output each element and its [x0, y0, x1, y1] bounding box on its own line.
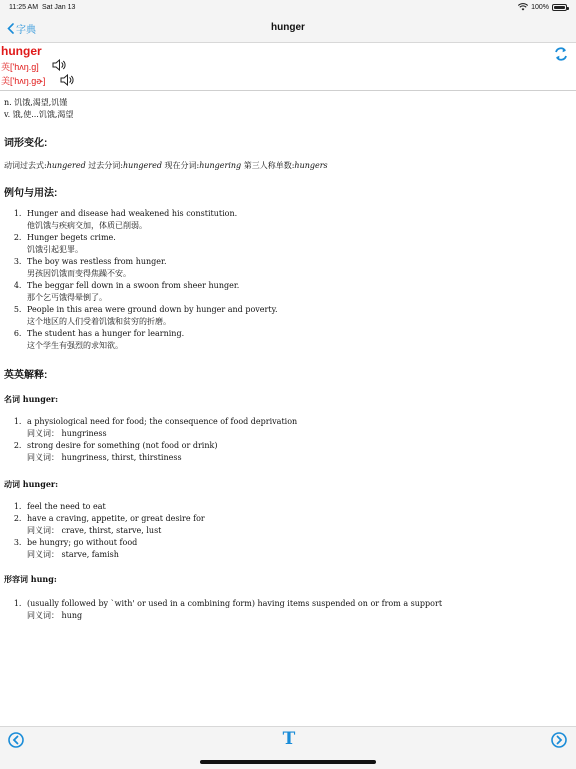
list-item: 1. a physiological need for food; the consequence of food deprivation 同义词： hungriness: [24, 416, 576, 440]
back-label: 字典: [16, 25, 36, 36]
previous-arrow-icon[interactable]: [8, 732, 24, 748]
examples-heading: 例句与用法:: [4, 188, 58, 199]
list-item: 2. have a craving, appetite, or great desire for 同义词： crave, thirst, starve, lust: [24, 513, 576, 537]
headword-panel: [0, 43, 576, 91]
list-item: 1. Hunger and disease had weakened his constitution. 他饥饿与疾病交加，体质已削弱。: [24, 208, 576, 232]
adjective-group-title: 形容词 hung:: [4, 574, 57, 584]
home-indicator[interactable]: [200, 760, 376, 764]
adjective-sense-list: [0, 598, 576, 622]
noun-sense-list: [0, 416, 576, 464]
forms-heading: 词形变化:: [4, 138, 48, 149]
speaker-us-icon[interactable]: [60, 74, 74, 86]
list-item: 3. be hungry; go without food 同义词： starve, famish: [24, 537, 576, 561]
status-time: 11:25 AM Sat Jan 13: [9, 4, 76, 11]
definition-noun: n. 饥饿,渴望,饥馑: [4, 98, 68, 107]
english-heading: 英英解释:: [4, 370, 48, 381]
example-list: [0, 208, 576, 352]
list-item: 6. The student has a hunger for learning. 这个学生有强烈的求知欲。: [24, 328, 576, 352]
list-item: 4. The beggar fell down in a swoon from sheer hunger. 那个乞丐饿得晕倒了。: [24, 280, 576, 304]
basic-definitions: [4, 97, 73, 121]
next-arrow-icon[interactable]: [551, 732, 567, 748]
verb-sense-list: [0, 501, 576, 561]
text-size-icon[interactable]: T: [282, 729, 296, 749]
list-item: 2. strong desire for something (not food or drink) 同义词： hungriness, thirst, thirstiness: [24, 440, 576, 464]
word-forms: 动词过去式:hungered 过去分词:hungered 现在分词:hungering 第三人称单数:hungers: [4, 161, 328, 170]
noun-group-title: 名词 hunger:: [4, 394, 59, 404]
page-title: hunger: [271, 22, 305, 33]
headword: hunger: [1, 44, 42, 58]
wifi-icon: [518, 3, 528, 11]
definition-verb: v. 饿,使...饥饿,渴望: [4, 110, 74, 119]
verb-group-title: 动词 hunger:: [4, 479, 59, 489]
status-bar: [0, 0, 576, 16]
list-item: 1. feel the need to eat: [24, 501, 576, 513]
navigation-bar: [0, 16, 576, 43]
list-item: 2. Hunger begets crime. 饥饿引起犯罪。: [24, 232, 576, 256]
us-phonetic: 美['hʌŋ.gɚ]: [1, 76, 46, 86]
list-item: 1. (usually followed by `with' or used in a combining form) having items suspended on or from a support 同义词： hung: [24, 598, 576, 622]
speaker-uk-icon[interactable]: [52, 59, 66, 71]
list-item: 5. People in this area were ground down by hunger and poverty. 这个地区的人们受着饥饿和贫穷的折磨。: [24, 304, 576, 328]
list-item: 3. The boy was restless from hunger. 男孩因饥饿而变得焦躁不安。: [24, 256, 576, 280]
battery-icon: [552, 4, 567, 11]
refresh-icon[interactable]: [554, 47, 568, 61]
battery-percent: 100%: [531, 3, 549, 11]
uk-phonetic: 英['hʌŋ.g]: [1, 62, 39, 72]
